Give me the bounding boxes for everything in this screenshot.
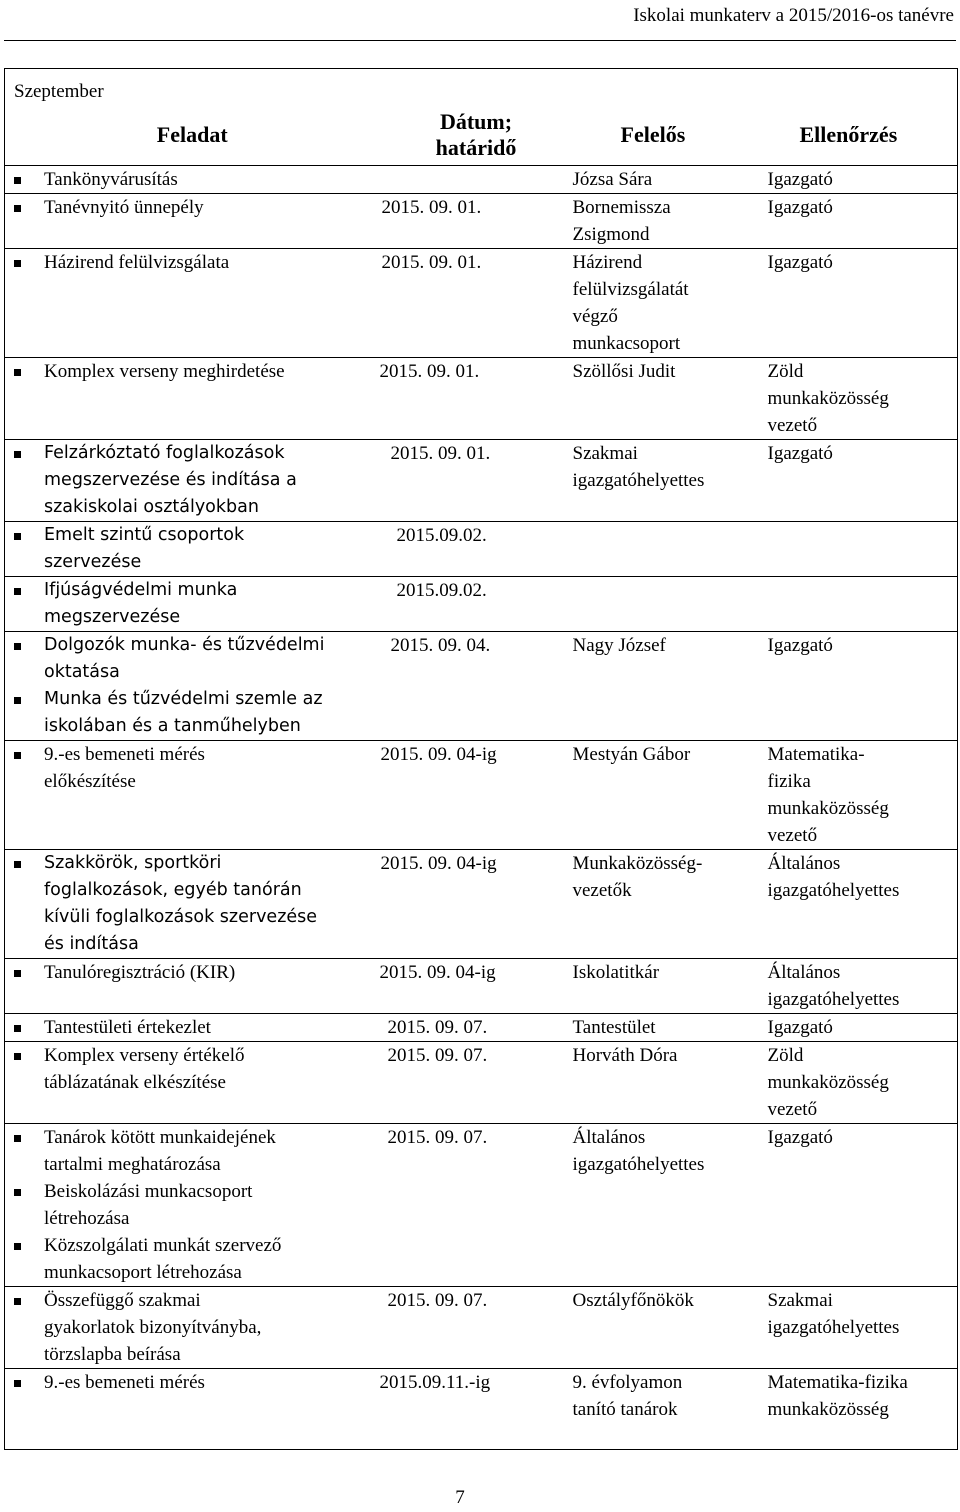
table-row (5, 1042, 958, 1124)
running-header: Iskolai munkaterv a 2015/2016-os tanévre (633, 5, 954, 26)
date-cell (380, 166, 573, 194)
ellenorzes-cell (768, 577, 958, 632)
ellenorzes-text: Igazgató (767, 252, 833, 273)
table-row (5, 850, 958, 959)
task-cell (5, 1287, 380, 1369)
date-cell: 2015. 09. 04-ig (380, 741, 573, 850)
month-title: Szeptember (14, 81, 104, 102)
task-text: Komplex verseny meghirdetése (44, 361, 285, 382)
task-cell (5, 440, 380, 522)
felelos-cell (573, 1287, 768, 1369)
ellenorzes-text: Matematika-fizika munkaközösség (767, 1372, 908, 1420)
square-bullet-icon (14, 970, 21, 977)
felelos-cell (573, 850, 768, 959)
task-item (13, 1124, 380, 1178)
header-rule (4, 40, 956, 41)
felelos-cell (573, 194, 768, 249)
task-text: 9.-es bemeneti mérés előkészítése (44, 744, 205, 792)
table-row (5, 166, 958, 194)
task-text: Beiskolázási munkacsoport létrehozása (44, 1181, 253, 1229)
header-felelos: Felelős (620, 122, 686, 147)
felelos-cell (573, 1369, 768, 1450)
task-cell (5, 358, 380, 440)
task-cell (5, 632, 380, 741)
task-item (13, 166, 380, 193)
task-text: Tanárok kötött munkaidejének tartalmi meghatározása (44, 1127, 276, 1175)
felelos-text: Horváth Dóra (572, 1045, 678, 1066)
ellenorzes-text: Általános igazgatóhelyettes (767, 853, 900, 901)
square-bullet-icon (14, 1380, 21, 1387)
ellenorzes-cell (768, 522, 958, 577)
felelos-cell (573, 741, 768, 850)
task-cell (5, 166, 380, 194)
square-bullet-icon (14, 1189, 21, 1196)
task-cell (5, 741, 380, 850)
ellenorzes-text: Igazgató (767, 1127, 833, 1148)
table-row (5, 1287, 958, 1369)
ellenorzes-cell (768, 632, 958, 741)
date-cell: 2015. 09. 01. (380, 358, 573, 440)
date-cell: 2015. 09. 01. (380, 249, 573, 358)
ellenorzes-cell (768, 1124, 958, 1287)
task-text: Dolgozók munka- és tűzvédelmi oktatása (44, 635, 325, 682)
task-item (13, 686, 380, 740)
ellenorzes-text: Zöld munkaközösség vezető (767, 361, 889, 436)
square-bullet-icon (14, 1243, 21, 1250)
square-bullet-icon (14, 533, 21, 540)
felelos-text: Általános igazgatóhelyettes (572, 1127, 705, 1175)
felelos-text: Józsa Sára (572, 169, 653, 190)
task-item (13, 577, 380, 631)
task-text: Tantestületi értekezlet (44, 1017, 211, 1038)
felelos-cell (573, 166, 768, 194)
date-cell: 2015.09.02. (380, 522, 573, 577)
square-bullet-icon (14, 260, 21, 267)
date-cell: 2015. 09. 04. (380, 632, 573, 741)
ellenorzes-cell (768, 249, 958, 358)
felelos-text: Nagy József (572, 635, 666, 656)
task-item (13, 522, 380, 576)
square-bullet-icon (14, 369, 21, 376)
table-header-row (5, 109, 958, 166)
table-row (5, 741, 958, 850)
task-text: Ifjúságvédelmi munka megszervezése (44, 580, 238, 627)
felelos-cell (573, 440, 768, 522)
task-text: Házirend felülvizsgálata (44, 252, 230, 273)
task-cell (5, 577, 380, 632)
table-row (5, 577, 958, 632)
felelos-cell (573, 1124, 768, 1287)
task-cell (5, 522, 380, 577)
work-plan-table (4, 68, 958, 1450)
ellenorzes-cell (768, 959, 958, 1014)
square-bullet-icon (14, 861, 21, 868)
table-body (5, 166, 958, 1450)
ellenorzes-cell (768, 358, 958, 440)
ellenorzes-cell (768, 741, 958, 850)
ellenorzes-text: Szakmai igazgatóhelyettes (767, 1290, 900, 1338)
felelos-text: Bornemissza Zsigmond (572, 197, 671, 245)
square-bullet-icon (14, 1135, 21, 1142)
task-cell (5, 249, 380, 358)
task-cell (5, 1369, 380, 1450)
date-cell: 2015.09.02. (380, 577, 573, 632)
ellenorzes-cell (768, 1369, 958, 1450)
felelos-text: Osztályfőnökök (572, 1290, 694, 1311)
square-bullet-icon (14, 451, 21, 458)
task-cell (5, 959, 380, 1014)
ellenorzes-text: Igazgató (767, 1017, 833, 1038)
table-row (5, 358, 958, 440)
felelos-cell (573, 577, 768, 632)
table-row (5, 1014, 958, 1042)
task-item (13, 1287, 380, 1368)
felelos-text: Iskolatitkár (572, 962, 660, 983)
felelos-text: Házirend felülvizsgálatát végző munkacsoport (572, 252, 689, 354)
task-item (13, 632, 380, 686)
task-text: Komplex verseny értékelő táblázatának elkészítése (44, 1045, 245, 1093)
square-bullet-icon (14, 205, 21, 212)
header-datum (380, 109, 573, 166)
felelos-text: Szöllősi Judit (572, 361, 676, 382)
felelos-cell (573, 358, 768, 440)
task-item (13, 194, 380, 221)
page-number: 7 (455, 1487, 465, 1508)
date-cell: 2015. 09. 04-ig (380, 959, 573, 1014)
square-bullet-icon (14, 177, 21, 184)
felelos-text: Tantestület (572, 1017, 656, 1038)
ellenorzes-cell (768, 440, 958, 522)
ellenorzes-cell (768, 1042, 958, 1124)
date-cell: 2015. 09. 07. (380, 1042, 573, 1124)
task-item (13, 850, 380, 958)
task-item (13, 959, 380, 986)
task-text: Emelt szintű csoportok szervezése (44, 525, 245, 572)
task-cell (5, 1042, 380, 1124)
date-cell: 2015. 09. 04-ig (380, 850, 573, 959)
task-cell (5, 1014, 380, 1042)
square-bullet-icon (14, 1025, 21, 1032)
ellenorzes-text: Igazgató (767, 635, 833, 656)
date-cell: 2015. 09. 01. (380, 440, 573, 522)
task-cell (5, 1124, 380, 1287)
task-text: Tanévnyitó ünnepély (44, 197, 204, 218)
table-row (5, 249, 958, 358)
date-cell: 2015. 09. 01. (380, 194, 573, 249)
felelos-cell (573, 959, 768, 1014)
header-ellenorzes: Ellenőrzés (799, 122, 898, 147)
ellenorzes-cell (768, 166, 958, 194)
square-bullet-icon (14, 752, 21, 759)
task-item (13, 358, 380, 385)
task-item (13, 1178, 380, 1232)
felelos-cell (573, 522, 768, 577)
task-text: Tankönyvárusítás (44, 169, 178, 190)
task-item (13, 440, 380, 521)
task-text: Tanulóregisztráció (KIR) (44, 962, 236, 983)
task-item (13, 741, 380, 795)
square-bullet-icon (14, 1053, 21, 1060)
felelos-cell (573, 249, 768, 358)
ellenorzes-text: Igazgató (767, 443, 833, 464)
felelos-text: 9. évfolyamon tanító tanárok (572, 1372, 683, 1420)
ellenorzes-cell (768, 194, 958, 249)
felelos-text: Mestyán Gábor (572, 744, 691, 765)
ellenorzes-cell (768, 850, 958, 959)
table-row (5, 194, 958, 249)
date-cell: 2015. 09. 07. (380, 1124, 573, 1287)
ellenorzes-cell (768, 1287, 958, 1369)
task-text: Összefüggő szakmai gyakorlatok bizonyítványba, törzslapba beírása (44, 1290, 262, 1365)
square-bullet-icon (14, 697, 21, 704)
felelos-cell (573, 1014, 768, 1042)
table-row (5, 1124, 958, 1287)
ellenorzes-text: Igazgató (767, 169, 833, 190)
table-row (5, 959, 958, 1014)
square-bullet-icon (14, 588, 21, 595)
felelos-cell (573, 632, 768, 741)
square-bullet-icon (14, 643, 21, 650)
table-row (5, 522, 958, 577)
task-cell (5, 850, 380, 959)
ellenorzes-text: Általános igazgatóhelyettes (767, 962, 900, 1010)
ellenorzes-text: Igazgató (767, 197, 833, 218)
task-text: Felzárkóztató foglalkozások megszervezése és indítása a szakiskolai osztályokban (44, 443, 297, 517)
ellenorzes-text: Zöld munkaközösség vezető (767, 1045, 889, 1120)
table-row (5, 440, 958, 522)
felelos-cell (573, 1042, 768, 1124)
header-datum-line1: Dátum; (439, 109, 513, 134)
task-text: Közszolgálati munkát szervező munkacsoport létrehozása (44, 1235, 282, 1283)
task-text: Szakkörök, sportköri foglalkozások, egyéb tanórán kívüli foglalkozások szervezése és indítása (44, 853, 318, 954)
ellenorzes-text: Matematika-fizika munkaközösség vezető (767, 744, 889, 846)
date-cell: 2015. 09. 07. (380, 1287, 573, 1369)
task-item (13, 1014, 380, 1041)
header-datum-line2: határidő (435, 135, 517, 160)
date-cell: 2015.09.11.-ig (380, 1369, 573, 1450)
task-item (13, 1042, 380, 1096)
square-bullet-icon (14, 1298, 21, 1305)
task-item (13, 1369, 380, 1396)
header-feladat: Feladat (156, 122, 228, 147)
task-item (13, 249, 380, 276)
ellenorzes-cell (768, 1014, 958, 1042)
task-text: 9.-es bemeneti mérés (44, 1372, 205, 1393)
task-cell (5, 194, 380, 249)
task-item (13, 1232, 380, 1286)
task-text: Munka és tűzvédelmi szemle az iskolában és a tanműhelyben (44, 689, 323, 736)
table-row (5, 1369, 958, 1450)
felelos-text: Szakmai igazgatóhelyettes (572, 443, 705, 491)
felelos-text: Munkaközösség-vezetők (572, 853, 703, 901)
date-cell: 2015. 09. 07. (380, 1014, 573, 1042)
table-row (5, 632, 958, 741)
